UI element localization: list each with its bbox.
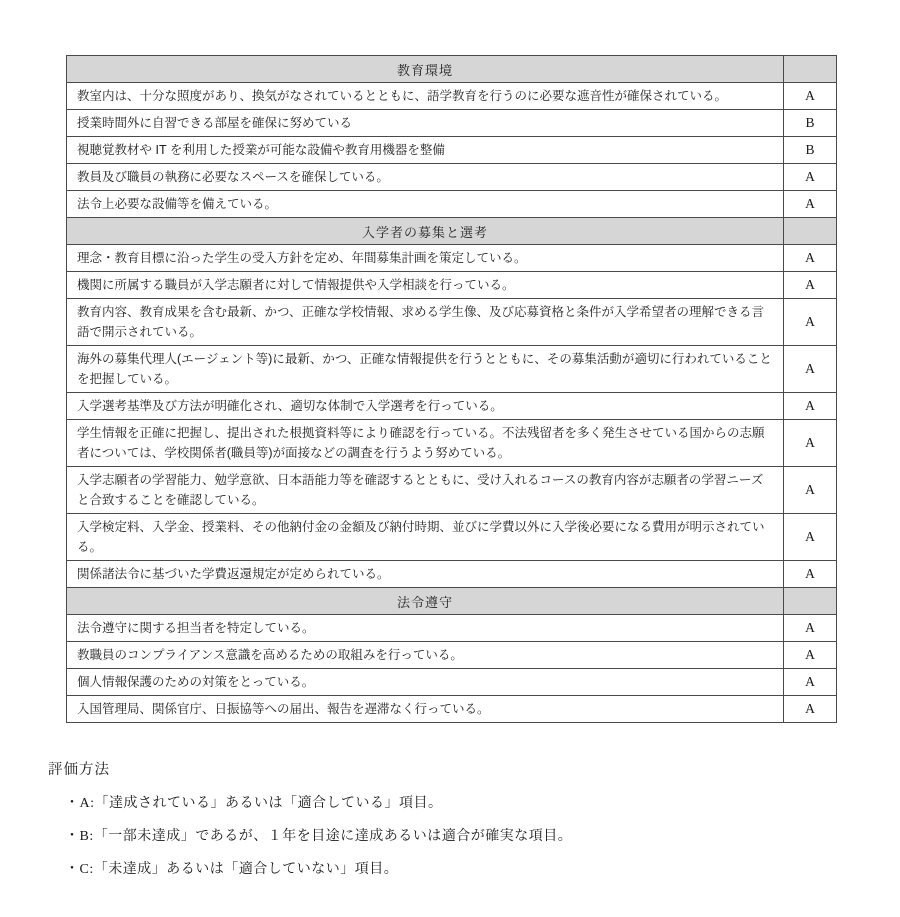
item-text: 入学選考基準及び方法が明確化され、適切な体制で入学選考を行っている。 xyxy=(67,393,784,420)
item-text: 教員及び職員の執務に必要なスペースを確保している。 xyxy=(67,164,784,191)
item-text: 理念・教育目標に沿った学生の受入方針を定め、年間募集計画を策定している。 xyxy=(67,245,784,272)
evaluation-method-item: ・B:「一部未達成」であるが、１年を目途に達成あるいは適合が確実な項目。 xyxy=(65,829,573,844)
table-row xyxy=(67,642,837,669)
table-row xyxy=(67,110,837,137)
section-rating-spacer xyxy=(784,218,837,245)
section-title: 教育環境 xyxy=(67,56,784,83)
item-text: 機関に所属する職員が入学志願者に対して情報提供や入学相談を行っている。 xyxy=(67,272,784,299)
item-text: 法令上必要な設備等を備えている。 xyxy=(67,191,784,218)
rating-value: A xyxy=(784,346,837,393)
rating-value: B xyxy=(784,137,837,164)
item-text: 視聴覚教材や IT を利用した授業が可能な設備や教育用機器を整備 xyxy=(67,137,784,164)
rating-value: A xyxy=(784,272,837,299)
table-row xyxy=(67,272,837,299)
table-row xyxy=(67,696,837,723)
rating-value: A xyxy=(784,393,837,420)
item-text: 法令遵守に関する担当者を特定している。 xyxy=(67,615,784,642)
evaluation-method-section xyxy=(48,758,572,878)
item-text: 入学検定料、入学金、授業料、その他納付金の金額及び納付時期、並びに学費以外に入学後必要になる費用が明示されている。 xyxy=(67,514,784,561)
evaluation-table-body xyxy=(67,56,837,723)
table-row xyxy=(67,299,837,346)
item-text: 教育内容、教育成果を含む最新、かつ、正確な学校情報、求める学生像、及び応募資格と条件が入学希望者の理解できる言語で開示されている。 xyxy=(67,299,784,346)
item-text: 海外の募集代理人(エージェント等)に最新、かつ、正確な情報提供を行うとともに、その募集活動が適切に行われていることを把握している。 xyxy=(67,346,784,393)
item-text: 教職員のコンプライアンス意識を高めるための取組みを行っている。 xyxy=(67,642,784,669)
evaluation-method-item: ・C:「未達成」あるいは「適合していない」項目。 xyxy=(65,862,399,877)
table-row xyxy=(67,420,837,467)
rating-value: A xyxy=(784,245,837,272)
rating-value: A xyxy=(784,467,837,514)
section-rating-spacer xyxy=(784,56,837,83)
section-title: 入学者の募集と選考 xyxy=(67,218,784,245)
item-text: 学生情報を正確に把握し、提出された根拠資料等により確認を行っている。不法残留者を多く発生させている国からの志願者については、学校関係者(職員等)が面接などの調査を行うよう努めている。 xyxy=(67,420,784,467)
item-text: 個人情報保護のための対策をとっている。 xyxy=(67,669,784,696)
item-text: 授業時間外に自習できる部屋を確保に努めている xyxy=(67,110,784,137)
rating-value: A xyxy=(784,83,837,110)
table-row xyxy=(67,191,837,218)
item-text: 関係諸法令に基づいた学費返還規定が定められている。 xyxy=(67,561,784,588)
section-header-row xyxy=(67,56,837,83)
table-row xyxy=(67,467,837,514)
rating-value: A xyxy=(784,696,837,723)
table-row xyxy=(67,615,837,642)
rating-value: A xyxy=(784,514,837,561)
rating-value: A xyxy=(784,299,837,346)
rating-value: A xyxy=(784,615,837,642)
item-text: 教室内は、十分な照度があり、換気がなされているとともに、語学教育を行うのに必要な遮音性が確保されている。 xyxy=(67,83,784,110)
table-row xyxy=(67,245,837,272)
rating-value: A xyxy=(784,669,837,696)
evaluation-method-item: ・A:「達成されている」あるいは「適合している」項目。 xyxy=(65,796,443,811)
section-header-row xyxy=(67,218,837,245)
table-row xyxy=(67,514,837,561)
item-text: 入学志願者の学習能力、勉学意欲、日本語能力等を確認するとともに、受け入れるコースの教育内容が志願者の学習ニーズと合致することを確認している。 xyxy=(67,467,784,514)
section-rating-spacer xyxy=(784,588,837,615)
rating-value: A xyxy=(784,191,837,218)
table-row xyxy=(67,164,837,191)
table-row xyxy=(67,137,837,164)
evaluation-method-title: 評価方法 xyxy=(48,762,110,778)
item-text: 入国管理局、関係官庁、日振協等への届出、報告を遅滞なく行っている。 xyxy=(67,696,784,723)
table-row xyxy=(67,346,837,393)
rating-value: A xyxy=(784,420,837,467)
rating-value: A xyxy=(784,164,837,191)
table-row xyxy=(67,561,837,588)
evaluation-method-list xyxy=(48,792,572,878)
rating-value: A xyxy=(784,561,837,588)
rating-value: A xyxy=(784,642,837,669)
evaluation-table xyxy=(66,55,837,723)
section-title: 法令遵守 xyxy=(67,588,784,615)
table-row xyxy=(67,669,837,696)
rating-value: B xyxy=(784,110,837,137)
table-row xyxy=(67,393,837,420)
table-row xyxy=(67,83,837,110)
section-header-row xyxy=(67,588,837,615)
